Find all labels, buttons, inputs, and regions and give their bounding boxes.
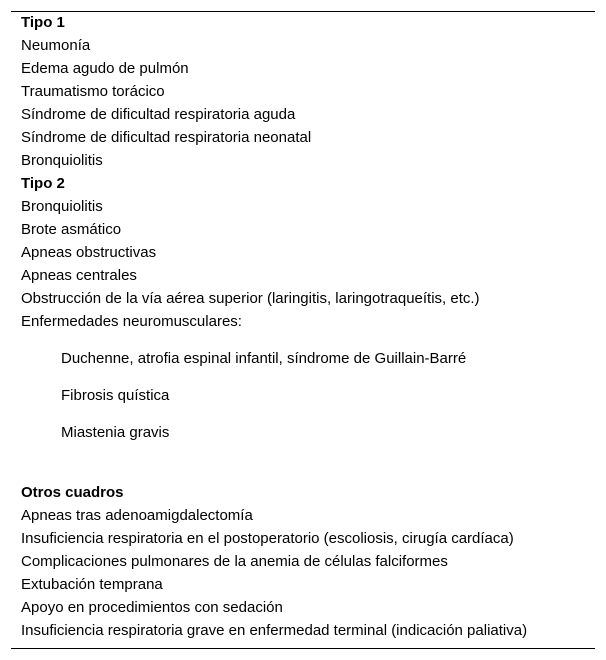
list-item: Apneas obstructivas [21, 244, 157, 261]
list-item: Complicaciones pulmonares de la anemia de células falciformes [21, 553, 448, 570]
sub-list-item: Duchenne, atrofia espinal infantil, síndrome de Guillain-Barré [61, 350, 467, 367]
list-item: Bronquiolitis [21, 198, 103, 215]
list-item: Bronquiolitis [21, 152, 103, 169]
list-item: Traumatismo torácico [21, 83, 165, 100]
sub-list-item: Fibrosis quística [61, 387, 170, 404]
list-item: Insuficiencia respiratoria grave en enfermedad terminal (indicación paliativa) [21, 622, 528, 639]
list-item: Apoyo en procedimientos con sedación [21, 599, 283, 616]
section-heading-tipo1: Tipo 1 [21, 14, 65, 31]
list-item: Edema agudo de pulmón [21, 60, 189, 77]
list-item: Síndrome de dificultad respiratoria aguda [21, 106, 296, 123]
list-item: Enfermedades neuromusculares: [21, 313, 242, 330]
section-heading-tipo2: Tipo 2 [21, 175, 65, 192]
section-heading-otros: Otros cuadros [21, 484, 124, 501]
list-item: Neumonía [21, 37, 91, 54]
sub-list-item: Miastenia gravis [61, 424, 170, 441]
list-item: Apneas centrales [21, 267, 137, 284]
list-item: Obstrucción de la vía aérea superior (laringitis, laringotraqueítis, etc.) [21, 290, 480, 307]
list-item: Síndrome de dificultad respiratoria neonatal [21, 129, 312, 146]
list-item: Apneas tras adenoamigdalectomía [21, 507, 253, 524]
list-item: Extubación temprana [21, 576, 163, 593]
list-item: Insuficiencia respiratoria en el postoperatorio (escoliosis, cirugía cardíaca) [21, 530, 514, 547]
list-item: Brote asmático [21, 221, 122, 238]
